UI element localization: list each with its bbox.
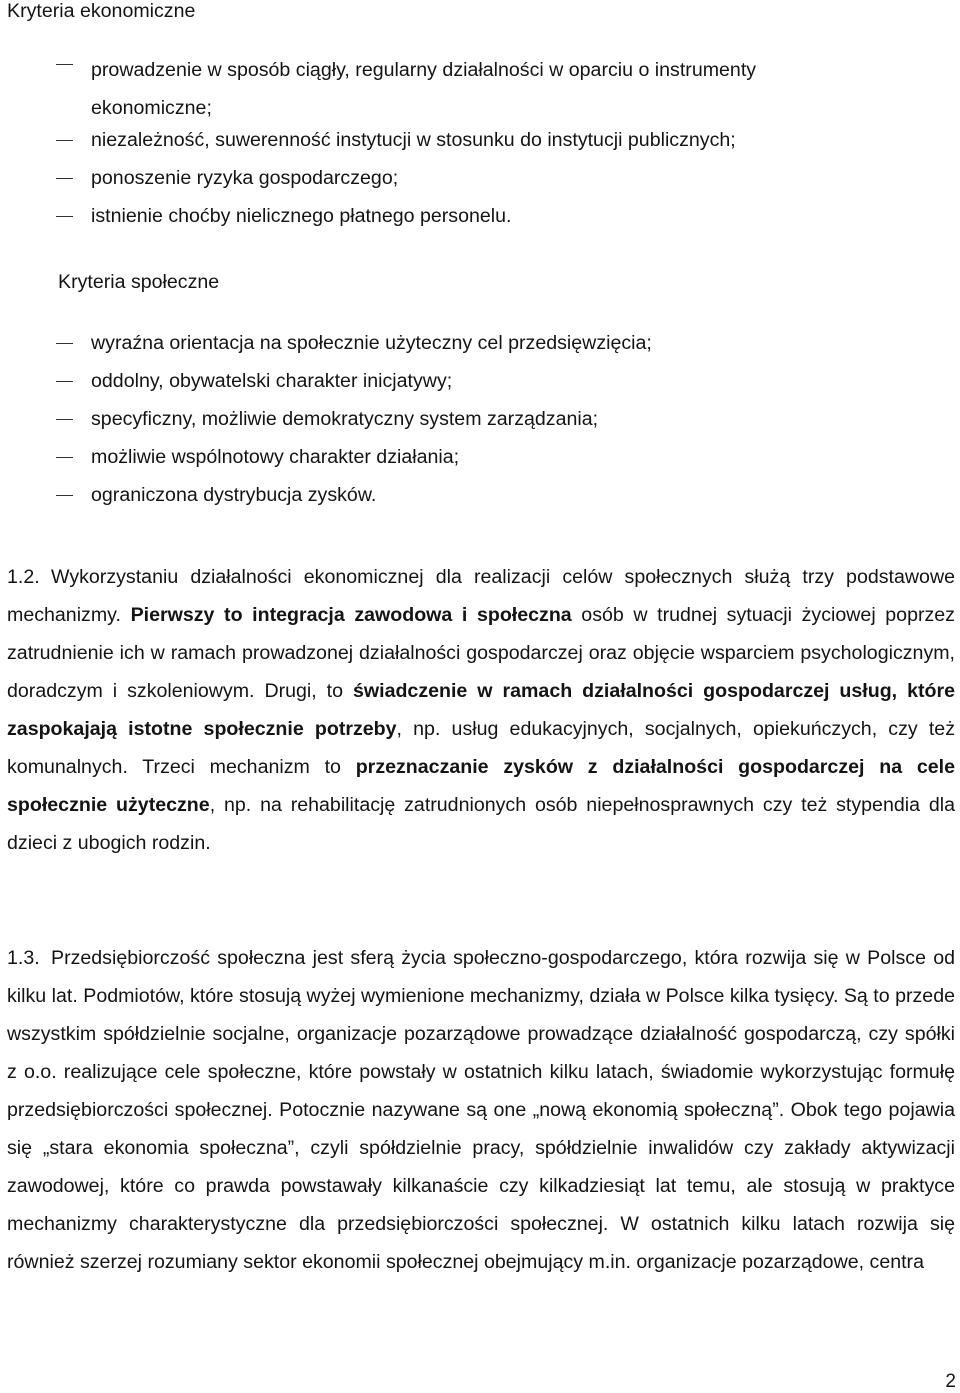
- dash-bullet: [56, 178, 73, 179]
- list-item: możliwie wspólnotowy charakter działania;: [0, 444, 960, 482]
- section-number: 1.3.: [7, 947, 40, 969]
- list-item: specyficzny, możliwie demokratyczny system zarządzania;: [0, 406, 960, 444]
- section-number: 1.2.: [7, 566, 40, 588]
- social-criteria-list: [0, 330, 960, 520]
- dash-bullet: [56, 381, 73, 382]
- list-item: wyraźna orientacja na społecznie użyteczny cel przedsięwzięcia;: [0, 330, 960, 368]
- list-item: prowadzenie w sposób ciągły, regularny działalności w oparciu o instrumenty ekonomiczne;: [0, 51, 960, 127]
- section-1-3: [7, 939, 955, 1281]
- dash-bullet: [56, 343, 73, 344]
- dash-bullet: [56, 140, 73, 141]
- dash-bullet: [56, 64, 73, 65]
- list-item: niezależność, suwerenność instytucji w stosunku do instytucji publicznych;: [0, 127, 960, 165]
- economic-criteria-list: [0, 57, 960, 241]
- list-item: ponoszenie ryzyka gospodarczego;: [0, 165, 960, 203]
- list-item: ograniczona dystrybucja zysków.: [0, 482, 960, 520]
- section-1-3-paragraph: Przedsiębiorczość społeczna jest sferą życia społeczno-gospodarczego, która rozwija się w Polsce od kilku lat. Podmiotów, które stosują wyżej wymienione mechanizmy, działa w Polsce kilka tysięcy. Są to przede wszystkim spółdzielnie socjalne, organizacje pozarządowe prowadzące działalność gospodarczą, czy spółki z o.o. realizujące cele społeczne, które powstały w ostatnich kilku latach, świadomie wykorzystując formułę przedsiębiorczości społecznej. Potocznie nazywane są one „nową ekonomią społeczną”. Obok tego pojawia się „stara ekonomia społeczna”, czyli spółdzielnie pracy, spółdzielnie inwalidów czy zakłady aktywizacji zawodowej, które co prawda powstawały kilkanaście czy kilkadziesiąt lat temu, ale stosują w praktyce mechanizmy charakterystyczne dla przedsiębiorczości społecznej. W ostatnich kilku latach rozwija się również szerzej rozumiany sektor ekonomii społecznej obejmujący m.in. organizacje pozarządowe, centra: [7, 947, 955, 1273]
- social-criteria-heading: Kryteria społeczne: [58, 271, 220, 293]
- dash-bullet: [56, 419, 73, 420]
- economic-criteria-heading: Kryteria ekonomiczne: [7, 0, 196, 22]
- dash-bullet: [56, 457, 73, 458]
- page-number: 2: [945, 1371, 956, 1392]
- dash-bullet: [56, 495, 73, 496]
- dash-bullet: [56, 216, 73, 217]
- list-item: istnienie choćby nielicznego płatnego personelu.: [0, 203, 960, 241]
- section-1-2-paragraph: Wykorzystaniu działalności ekonomicznej dla realizacji celów społecznych służą trzy podstawowe mechanizmy. Pierwszy to integracja zawodowa i społeczna osób w trudnej sytuacji życiowej poprzez zatrudnienie ich w ramach prowadzonej działalności gospodarczej oraz objęcie wsparciem psychologicznym, doradczym i szkoleniowym. Drugi, to świadczenie w ramach działalności gospodarczej usług, które zaspokajają istotne społecznie potrzeby, np. usług edukacyjnych, socjalnych, opiekuńczych, czy też komunalnych. Trzeci mechanizm to przeznaczanie zysków z działalności gospodarczej na cele społecznie użyteczne, np. na rehabilitację zatrudnionych osób niepełnosprawnych czy też stypendia dla dzieci z ubogich rodzin.: [7, 566, 955, 854]
- section-1-2: [7, 558, 955, 862]
- list-item: oddolny, obywatelski charakter inicjatywy;: [0, 368, 960, 406]
